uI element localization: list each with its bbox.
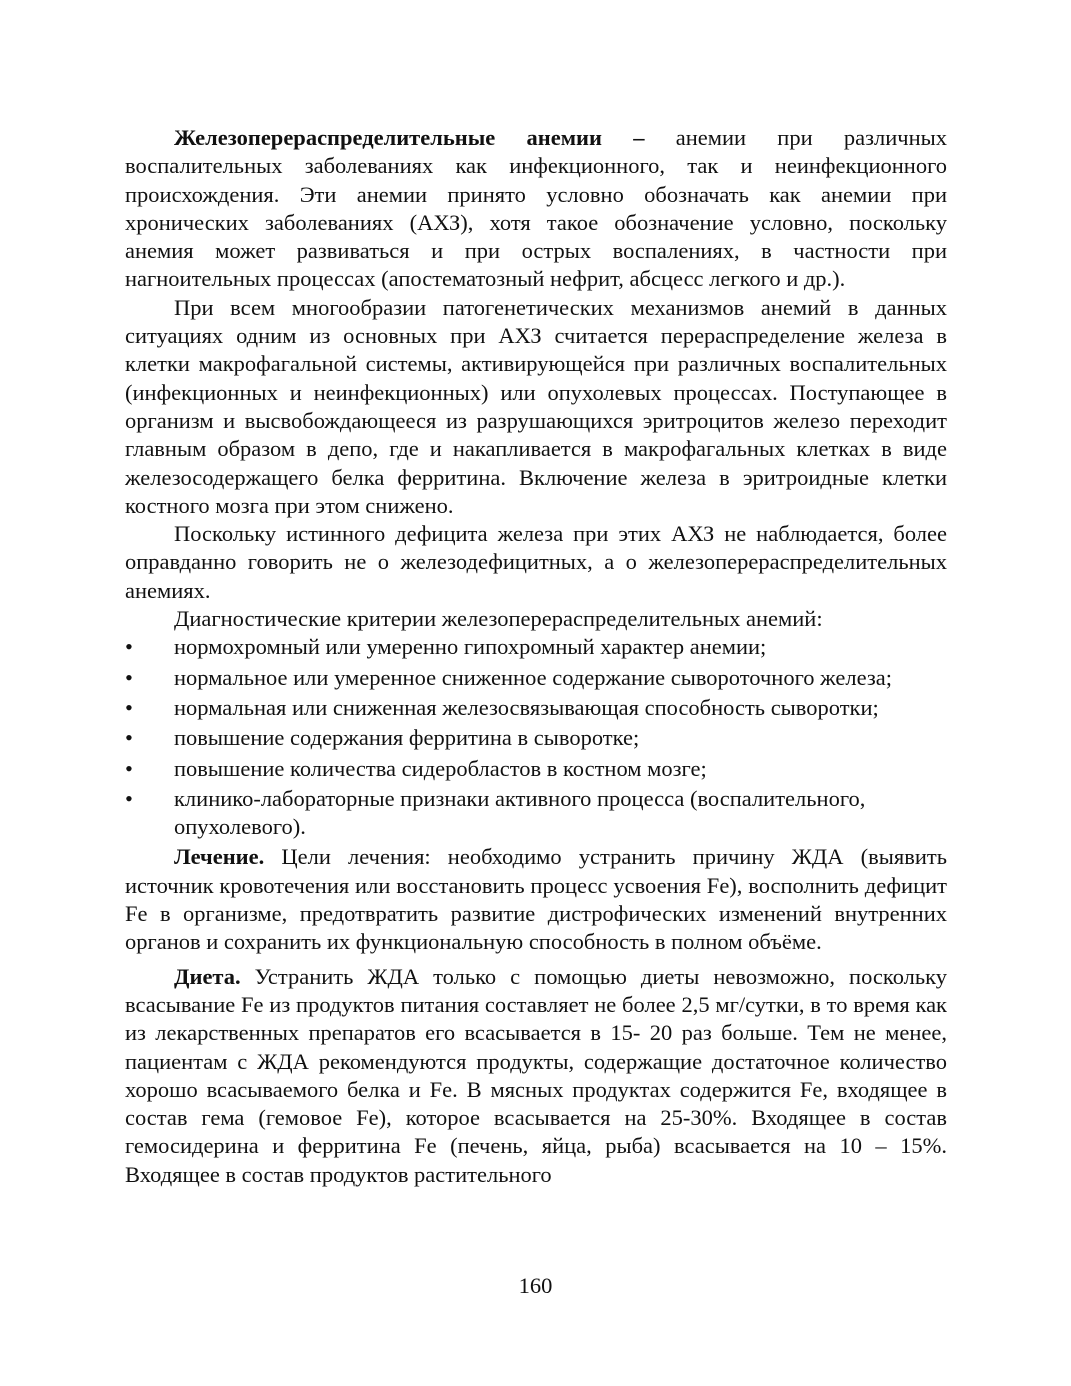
- list-item-text: повышение количества сидеробластов в костном мозге;: [174, 755, 707, 781]
- list-item: [125, 755, 947, 783]
- term-diet: Диета.: [174, 963, 241, 989]
- paragraph-diet: [125, 963, 947, 1189]
- paragraph-text: Поскольку истинного дефицита железа при этих АХЗ не наблюдается, более оправданно говорить не о железодефицитных, а о железоперераспределительных анемиях.: [125, 521, 947, 603]
- page-number: 160: [518, 1273, 553, 1298]
- paragraph-text: Устранить ЖДА только с помощью диеты невозможно, поскольку всасывание Fe из продуктов питания составляет не более 2,5 мг/сутки, в то время как из лекарственных препаратов его всасывается в 15- 20 раз больше. Тем не менее, пациентам с ЖДА рекомендуются продукты, содержащие достаточное количество хорошо всасываемого белка и Fe. В мясных продуктах содержится Fe, входящее в состав гема (гемовое Fe), которое всасывается на 25-30%. Входящее в состав гемосидерина и ферритина Fe (печень, яйца, рыба) всасывается на 10 – 15%. Входящее в состав продуктов растительного: [125, 963, 947, 1187]
- paragraph-text: анемии при различных воспалительных заболеваниях как инфекционного, так и неинфекционного происхождения. Эти анемии принято условно обозначать как анемии при хронических заболеваниях (АХЗ), хотя такое обозначение условно, поскольку анемия может развиваться и при острых воспалениях, в частности при нагноительных процессах (апостематозный нефрит, абсцесс легкого и др.).: [125, 125, 947, 292]
- paragraph-diagnostic-criteria-intro: [125, 605, 947, 633]
- term-iron-redistribution-anemia: Железоперераспределительные анемии –: [174, 125, 645, 150]
- diagnostic-criteria-list: [125, 633, 947, 841]
- list-item: [125, 664, 947, 692]
- paragraph-iron-redistribution-anemia: [125, 124, 947, 294]
- list-item: [125, 724, 947, 752]
- list-item-text: повышение содержания ферритина в сыворотке;: [174, 725, 640, 751]
- list-item-text: нормальная или сниженная железосвязывающая способность сыворотки;: [174, 694, 879, 720]
- paragraph-text: Цели лечения: необходимо устранить причину ЖДА (выявить источник кровотечения или восстановить процесс усвоения Fe), восполнить дефицит Fe в организме, предотвратить развитие дистрофических изменений внутренних органов и сохранить их функциональную способность в полном объёме.: [125, 844, 947, 955]
- bullet-icon: •: [125, 634, 133, 660]
- bullet-icon: •: [125, 664, 133, 690]
- bullet-icon: •: [125, 725, 133, 751]
- paragraph-no-true-deficit: [125, 520, 947, 605]
- list-item-text: нормальное или умеренное сниженное содержание сывороточного железа;: [174, 664, 892, 690]
- list-item-text: клинико-лабораторные признаки активного процесса (воспалительного, опухолевого).: [174, 785, 866, 840]
- bullet-icon: •: [125, 785, 133, 811]
- list-item: [125, 785, 947, 842]
- list-item-text: нормохромный или умеренно гипохромный характер анемии;: [174, 634, 767, 660]
- paragraph-pathogenesis: [125, 294, 947, 520]
- list-item: [125, 633, 947, 661]
- term-treatment: Лечение.: [174, 844, 265, 870]
- bullet-icon: •: [125, 755, 133, 781]
- paragraph-text: При всем многообразии патогенетических механизмов анемий в данных ситуациях одним из основных при АХЗ считается перераспределение железа в клетки макрофагальной системы, активирующейся при различных воспалительных (инфекционных и неинфекционных) или опухолевых процессах. Поступающее в организм и высвобождающееся из разрушающихся эритроцитов железо переходит главным образом в депо, где и накапливается в макрофагальных клетках в виде железосодержащего белка ферритина. Включение железа в эритроидные клетки костного мозга при этом снижено.: [125, 294, 947, 518]
- list-item: [125, 694, 947, 722]
- paragraph-treatment: [125, 843, 947, 956]
- page-body: [125, 124, 947, 1189]
- paragraph-text: Диагностические критерии железоперераспределительных анемий:: [174, 606, 823, 632]
- bullet-icon: •: [125, 694, 133, 720]
